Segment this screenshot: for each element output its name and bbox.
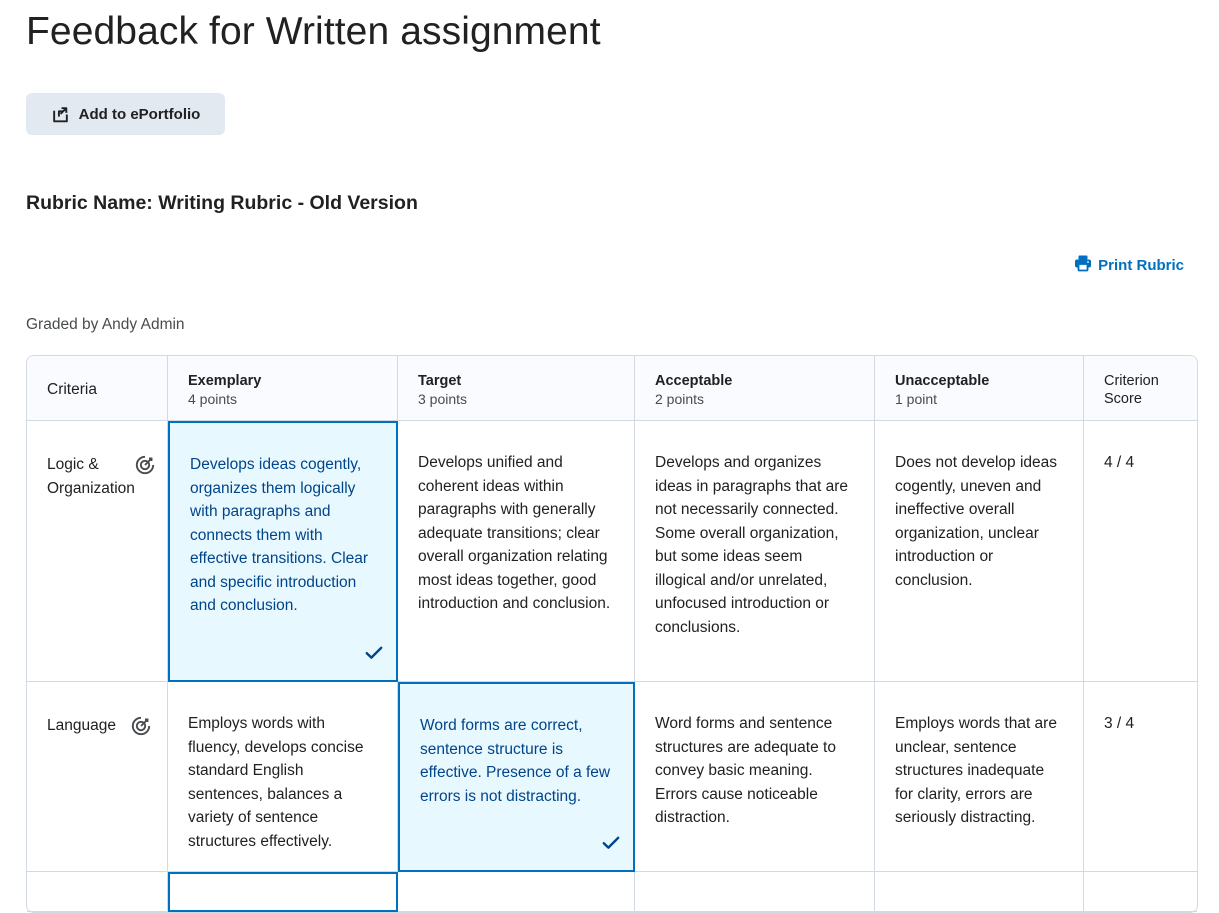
level-cell[interactable]: [875, 872, 1084, 912]
level-name: Target: [418, 373, 462, 389]
criteria-column-header: Criteria: [27, 356, 168, 421]
add-to-eportfolio-button[interactable]: [26, 93, 225, 135]
level-description: Develops and organizes ideas in paragraphs that are not necessarily connected. Some overall organization, but some ideas seem illogical and/or unrelated, unfocused introduction or conclusions.: [655, 454, 849, 636]
level-description: Employs words that are unclear, sentence structures inadequate for clarity, errors are seriously distracting.: [895, 715, 1057, 826]
level-header-unacceptable: [875, 356, 1084, 421]
criterion-name-cell: [27, 872, 168, 912]
checkmark-icon: [365, 644, 383, 668]
level-cell-selected[interactable]: [168, 421, 398, 682]
graded-by-text: Graded by Andy Admin: [26, 316, 185, 333]
level-cell[interactable]: [635, 421, 875, 682]
printer-icon: [1074, 254, 1092, 276]
level-cell-selected[interactable]: [168, 872, 398, 912]
level-points: 4 points: [188, 391, 238, 407]
level-cell[interactable]: [398, 872, 635, 912]
level-cell[interactable]: [875, 421, 1084, 682]
criterion-name-cell: [27, 682, 168, 872]
criterion-score-header: Criterion Score: [1084, 356, 1197, 421]
print-rubric-label: Print Rubric: [1098, 256, 1184, 274]
level-header-acceptable: [635, 356, 875, 421]
criterion-score: 3 / 4: [1084, 682, 1197, 872]
level-header-target: [398, 356, 635, 421]
add-to-eportfolio-label: Add to ePortfolio: [78, 105, 201, 123]
level-points: 3 points: [418, 391, 468, 407]
level-points: 1 point: [895, 391, 938, 407]
level-name: Acceptable: [655, 373, 733, 389]
level-cell-selected[interactable]: [398, 682, 635, 872]
rubric-name: Rubric Name: Writing Rubric - Old Version: [26, 192, 418, 214]
criterion-row-language: [27, 682, 1197, 872]
level-name: Unacceptable: [895, 373, 990, 389]
print-rubric-link[interactable]: [1074, 254, 1184, 276]
target-stats-icon[interactable]: [135, 455, 155, 483]
level-description: Word forms are correct, sentence structure is effective. Presence of a few errors is not distracting.: [420, 717, 611, 805]
eportfolio-export-icon: [51, 105, 70, 124]
criterion-name-cell: [27, 421, 168, 682]
criterion-score: 4 / 4: [1084, 421, 1197, 682]
criterion-name: Logic & Organization: [47, 456, 135, 497]
level-header-exemplary: [168, 356, 398, 421]
level-cell[interactable]: [635, 872, 875, 912]
checkmark-icon: [602, 834, 620, 858]
criterion-score: [1084, 872, 1197, 912]
level-cell[interactable]: [635, 682, 875, 872]
level-description: Word forms and sentence structures are adequate to convey basic meaning. Errors cause noticeable distraction.: [655, 715, 836, 826]
rubric-header-row: [27, 356, 1197, 421]
level-description: Employs words with fluency, develops concise standard English sentences, balances a variety of sentence structures effectively.: [188, 715, 364, 850]
level-description: Develops unified and coherent ideas within paragraphs with generally adequate transitions; clear overall organization relating most ideas together, good introduction and conclusion.: [418, 454, 611, 612]
level-cell[interactable]: [398, 421, 635, 682]
level-description: Develops ideas cogently, organizes them logically with paragraphs and connects them with effective transitions. Clear and specific introduction and conclusion.: [190, 456, 369, 614]
level-points: 2 points: [655, 391, 705, 407]
criterion-name: Language: [47, 717, 116, 734]
criterion-row-logic-organization: [27, 421, 1197, 682]
target-stats-icon[interactable]: [131, 716, 151, 744]
rubric-table: [26, 355, 1198, 913]
level-description: Does not develop ideas cogently, uneven and ineffective overall organization, unclear introduction or conclusion.: [895, 454, 1058, 589]
level-cell[interactable]: [168, 682, 398, 872]
level-cell[interactable]: [875, 682, 1084, 872]
criterion-row-next: [27, 872, 1197, 912]
level-name: Exemplary: [188, 373, 262, 389]
page-title: Feedback for Written assignment: [26, 10, 601, 53]
